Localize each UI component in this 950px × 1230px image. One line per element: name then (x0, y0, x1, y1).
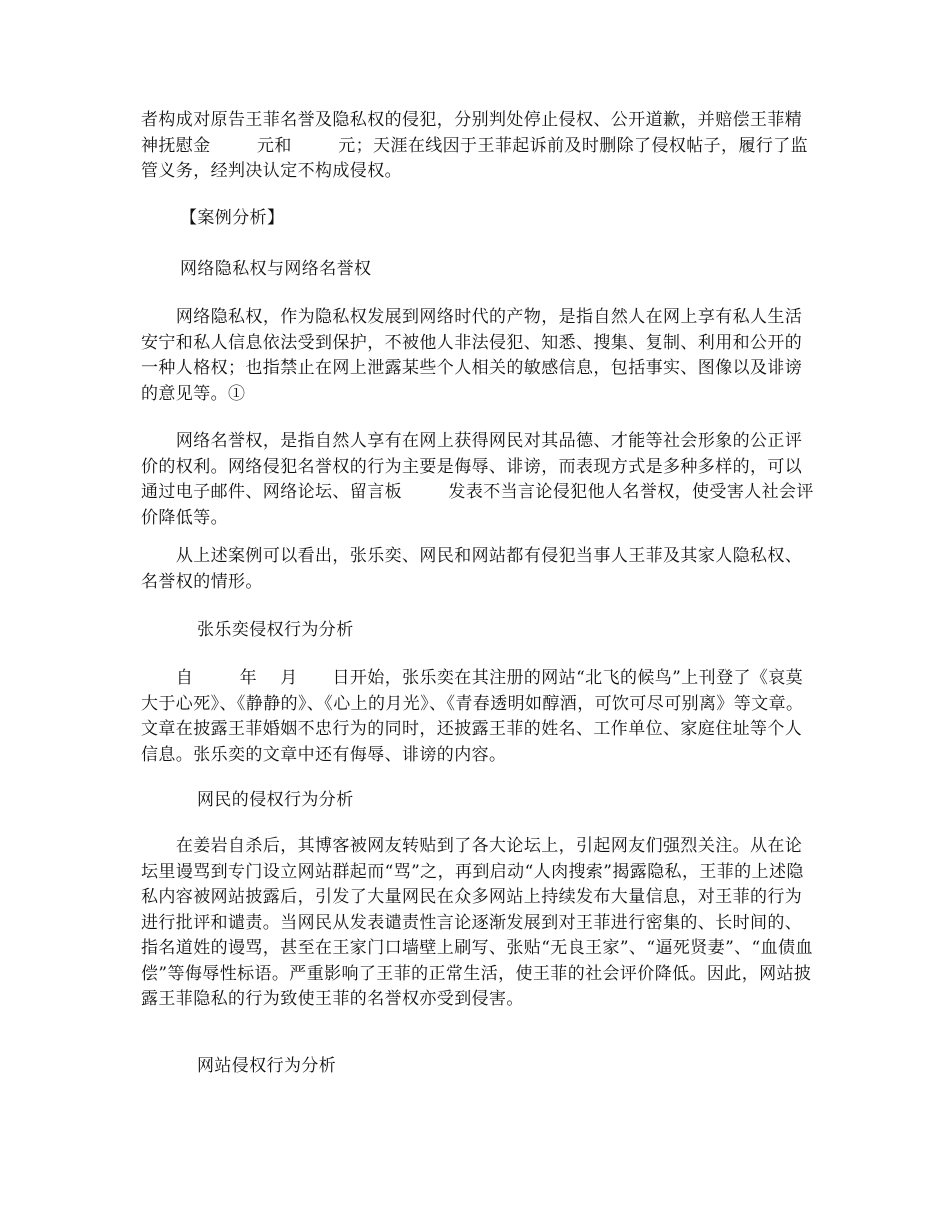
paragraph-summary: 从上述案例可以看出，张乐奕、网民和网站都有侵犯当事人王菲及其家人隐私权、名誉权的情形。 (141, 546, 803, 592)
paragraph-network-privacy: 网络隐私权，作为隐私权发展到网络时代的产物，是指自然人在网上享有私人生活安宁和私人信息依法受到保护，不被他人非法侵犯、知悉、搜集、复制、利用和公开的一种人格权；也指禁止在网上泄露某些个人相关的敏感信息，包括事实、图像以及诽谤的意见等。① (141, 307, 803, 404)
heading-netizens-analysis: 网民的侵权行为分析 (197, 790, 354, 810)
paragraph-intro: 者构成对原告王菲名誉及隐私权的侵犯，分别判处停止侵权、公开道歉，并赔偿王菲精神抚慰金 元和 元；天涯在线因于王菲起诉前及时删除了侵权帖子，履行了监管义务，经判决认定不构成侵权。 (141, 110, 809, 181)
heading-website-analysis: 网站侵权行为分析 (197, 1056, 337, 1076)
heading-privacy-reputation: 网络隐私权与网络名誉权 (180, 259, 372, 279)
heading-case-analysis: 【案例分析】 (180, 208, 285, 228)
heading-zhang-analysis: 张乐奕侵权行为分析 (197, 620, 354, 640)
paragraph-netizens: 在姜岩自杀后，其博客被网友转贴到了各大论坛上，引起网友们强烈关注。从在论坛里谩骂到专门设立网站群起而“骂”之，再到启动“人肉搜索”揭露隐私，王菲的上述隐私内容被网站披露后，引发了大量网民在众多网站上持续发布大量信息，对王菲的行为进行批评和谴责。当网民从发表谴责性言论逐渐发展到对王菲进行密集的、长时间的、指名道姓的谩骂，甚至在王家门口墙壁上刷写、张贴“无良王家”、“逼死贤妻”、“血债血偿”等侮辱性标语。严重影响了王菲的正常生活，使王菲的社会评价降低。因此，网站披露王菲隐私的行为致使王菲的名誉权亦受到侵害。 (141, 836, 813, 1009)
paragraph-network-reputation: 网络名誉权，是指自然人享有在网上获得网民对其品德、才能等社会形象的公正评价的权利。网络侵犯名誉权的行为主要是侮辱、诽谤，而表现方式是多种多样的，可以通过电子邮件、网络论坛、留言板 发表不当言论侵犯他人名誉权，使受害人社会评价降低等。 (141, 431, 814, 528)
paragraph-zhang: 自 年 月 日开始，张乐奕在其注册的网站“北飞的候鸟”上刊登了《哀莫大于心死》、《静静的》、《心上的月光》、《青春透明如醇酒，可饮可尽可别离》等文章。文章在披露王菲婚姻不忠行为的同时，还披露王菲的姓名、工作单位、家庭住址等个人信息。张乐奕的文章中还有侮辱、诽谤的内容。 (141, 668, 804, 765)
